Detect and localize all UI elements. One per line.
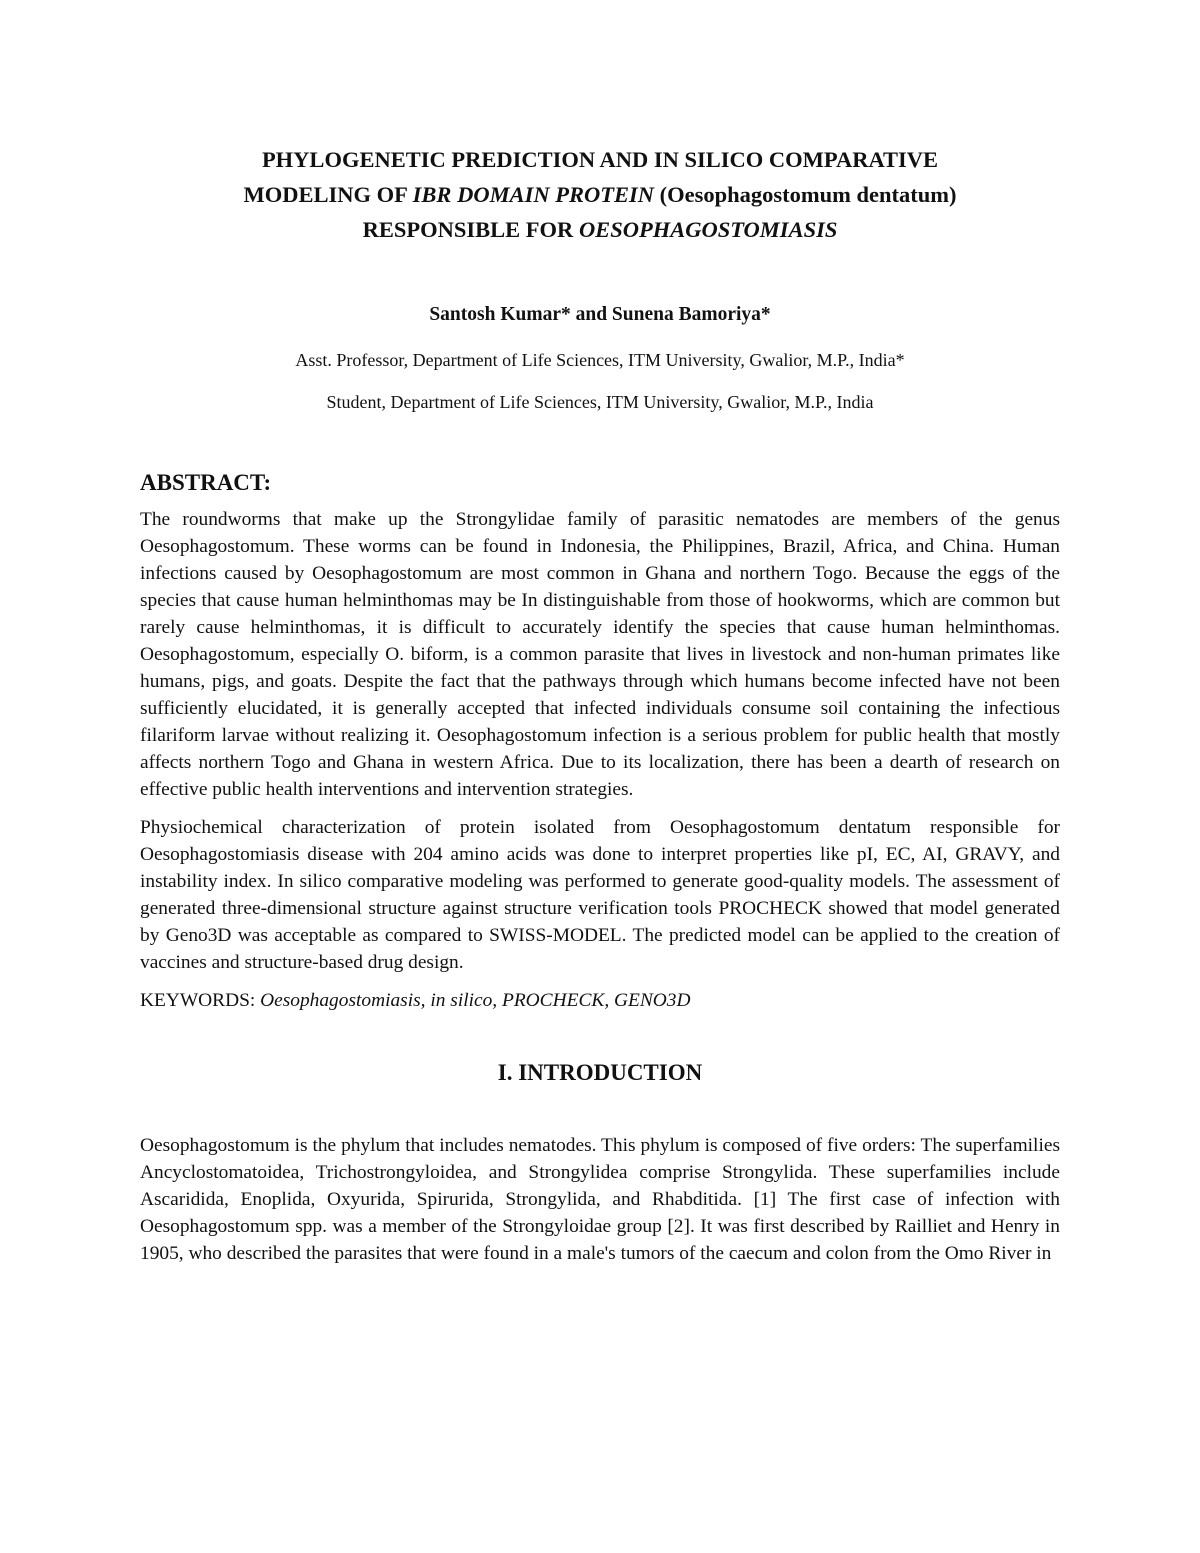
introduction-paragraph-1: Oesophagostomum is the phylum that includes nematodes. This phylum is composed of five orders: The superfamilies Ancyclostomatoidea, Trichostrongyloidea, and Strongylidea comprise Strongylida. These superfamilies include Ascaridida, Enoplida, Oxyurida, Spirurida, Strongylida, and Rhabditida. [1] The first case of infection with Oesophagostomum spp. was a member of the Strongyloidae group [2]. It was first described by Railliet and Henry in 1905, who described the parasites that were found in a male's tumors of the caecum and colon from the Omo River in xyxy=(140,1135,1060,1264)
title-disease-name: OESOPHAGOSTOMIASIS xyxy=(578,217,838,242)
title-line-3 xyxy=(140,212,1060,247)
title-line-2-suffix: (Oesophagostomum dentatum) xyxy=(653,182,957,207)
keywords xyxy=(140,987,1060,1014)
title-protein-name: IBR DOMAIN PROTEIN xyxy=(412,182,654,207)
title-line-2-prefix: MODELING OF xyxy=(243,182,413,207)
keywords-terms: Oesophagostomiasis, in silico, PROCHECK, GENO3D xyxy=(260,990,691,1011)
keywords-label: KEYWORDS: xyxy=(140,990,261,1011)
title-line-1: PHYLOGENETIC PREDICTION AND IN SILICO COMPARATIVE xyxy=(261,147,939,172)
affiliation-2: Student, Department of Life Sciences, ITM University, Gwalior, M.P., India xyxy=(326,392,874,412)
title-line-2 xyxy=(140,177,1060,212)
authors: Santosh Kumar* and Sunena Bamoriya* xyxy=(429,304,771,325)
paper-title xyxy=(140,0,1060,247)
abstract-paragraph-1: The roundworms that make up the Strongylidae family of parasitic nematodes are members of the genus Oesophagostomum. These worms can be found in Indonesia, the Philippines, Brazil, Africa, and China. Human infections caused by Oesophagostomum are most common in Ghana and northern Togo. Because the eggs of the species that cause human helminthomas may be In distinguishable from those of hookworms, which are common but rarely cause helminthomas, it is difficult to accurately identify the species that cause human helminthomas. Oesophagostomum, especially O. biform, is a common parasite that lives in livestock and non-human primates like humans, pigs, and goats. Despite the fact that the pathways through which humans become infected have not been sufficiently elucidated, it is generally accepted that infected individuals consume soil containing the infectious filariform larvae without realizing it. Oesophagostomum infection is a serious problem for public health that mostly affects northern Togo and Ghana in western Africa. Due to its localization, there has been a dearth of research on effective public health interventions and intervention strategies. xyxy=(140,509,1060,800)
abstract-paragraph-2: Physiochemical characterization of protein isolated from Oesophagostomum dentatum responsible for Oesophagostomiasis disease with 204 amino acids was done to interpret properties like pI, EC, AI, GRAVY, and instability index. In silico comparative modeling was performed to generate good-quality models. The assessment of generated three-dimensional structure against structure verification tools PROCHECK showed that model generated by Geno3D was acceptable as compared to SWISS-MODEL. The predicted model can be applied to the creation of vaccines and structure-based drug design. xyxy=(140,817,1060,973)
introduction-heading: I. INTRODUCTION xyxy=(497,1060,703,1085)
abstract-heading: ABSTRACT: xyxy=(140,470,272,495)
affiliation-1: Asst. Professor, Department of Life Sciences, ITM University, Gwalior, M.P., India* xyxy=(295,350,905,370)
title-line-3-prefix: RESPONSIBLE FOR xyxy=(362,217,579,242)
